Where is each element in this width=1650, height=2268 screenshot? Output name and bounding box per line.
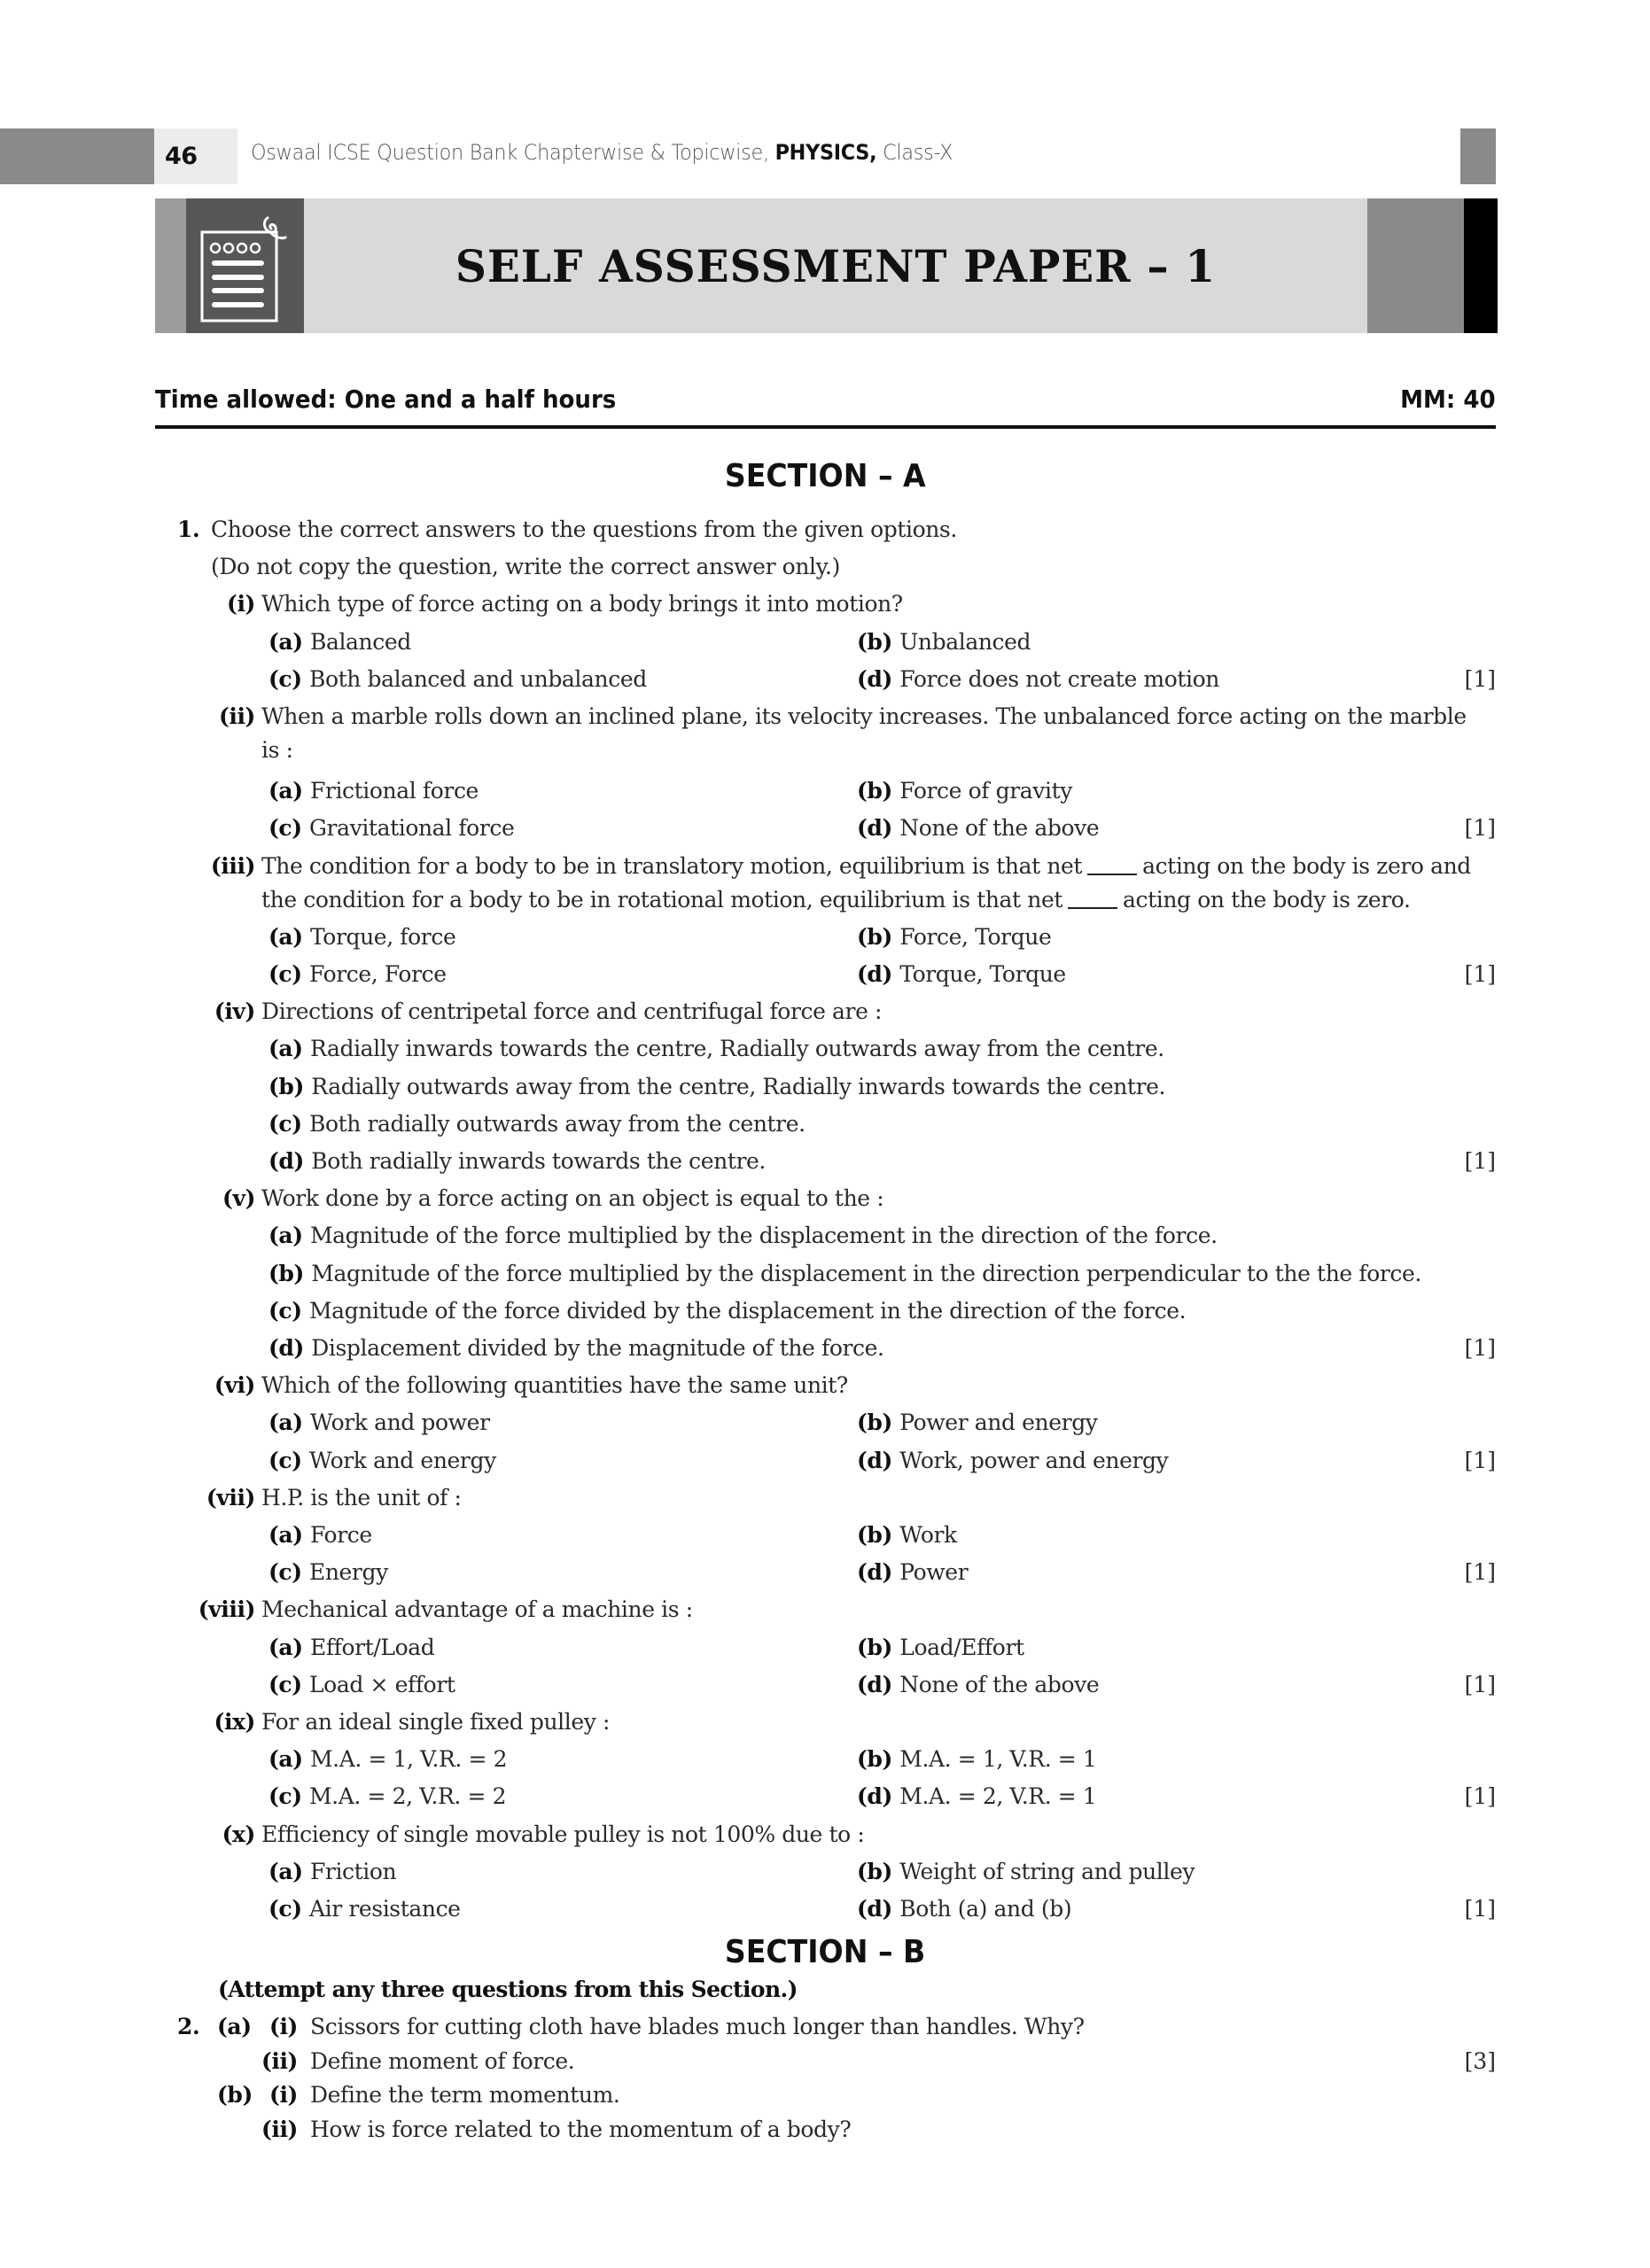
- option-label: (d): [857, 1671, 900, 1697]
- option-item: [269, 1558, 388, 1587]
- option-text: None of the above: [899, 815, 1100, 842]
- option-text: Torque, force: [309, 923, 456, 950]
- option-item: [857, 628, 1031, 656]
- option-label: (a): [269, 1036, 310, 1062]
- part-question-text: [261, 852, 1471, 881]
- option-label: (b): [269, 1073, 312, 1099]
- option-text: Weight of string and pulley: [899, 1858, 1195, 1884]
- part-label: (ix): [214, 1709, 255, 1735]
- part-question-text: [261, 1596, 693, 1624]
- option-label: (d): [857, 1447, 900, 1473]
- option-item: [857, 665, 1219, 694]
- subpart-label: (i): [269, 2014, 298, 2039]
- option-text: Both (a) and (b): [899, 1896, 1072, 1922]
- option-label: (a): [269, 778, 310, 804]
- part-label: (iv): [214, 998, 255, 1025]
- option-label: (b): [857, 923, 900, 950]
- option-item: [269, 1858, 396, 1886]
- option-text: M.A. = 2, V.R. = 2: [308, 1783, 507, 1810]
- max-marks: MM: 40: [1400, 384, 1496, 414]
- part-label: (iii): [210, 852, 255, 879]
- option-item: [269, 777, 479, 805]
- question-1-instruction: [177, 516, 199, 544]
- option-label: (a): [269, 628, 310, 655]
- option-text: Magnitude of the force multiplied by the displacement in the direction of the force.: [309, 1223, 1218, 1249]
- part-question-text: [261, 1371, 848, 1400]
- option-item: [857, 1634, 1024, 1662]
- option-label: (b): [857, 1858, 900, 1884]
- option-text: Radially inwards towards the centre, Radially outwards away from the centre.: [309, 1036, 1164, 1062]
- option-text: Radially outwards away from the centre, Radially inwards towards the centre.: [311, 1073, 1166, 1099]
- option-label: (c): [269, 1671, 309, 1697]
- marks-label: [1]: [1464, 1671, 1496, 1697]
- option-item: [857, 1895, 1071, 1923]
- question-text: is :: [261, 737, 293, 763]
- option-item: [269, 1222, 1218, 1250]
- subpart-label: (ii): [261, 2047, 298, 2074]
- option-item: [269, 1073, 1165, 1101]
- subpart-text: How is force related to the momentum of a body?: [310, 2116, 852, 2142]
- option-text: Load/Effort: [899, 1634, 1024, 1660]
- question-text: Work done by a force acting on an object is equal to the :: [261, 1185, 884, 1212]
- banner-left-strip: [155, 198, 186, 333]
- option-item: [269, 1260, 1421, 1288]
- option-item: [857, 814, 1099, 843]
- option-text: M.A. = 2, V.R. = 1: [899, 1783, 1097, 1810]
- section-a-heading: SECTION – A: [725, 458, 926, 494]
- option-item: [269, 1297, 1186, 1325]
- option-text: Work, power and energy: [899, 1447, 1169, 1473]
- page-number: 46: [165, 143, 198, 170]
- subpart-text: Define the term momentum.: [310, 2082, 620, 2108]
- part-label: (b): [217, 2082, 253, 2108]
- option-item: [269, 1783, 506, 1811]
- option-label: (c): [269, 815, 309, 842]
- option-label: (c): [269, 1559, 309, 1586]
- option-label: (b): [857, 1746, 900, 1773]
- option-label: (b): [857, 1522, 900, 1548]
- part-question-text: [261, 998, 882, 1026]
- meta-divider: [155, 425, 1496, 429]
- option-text: Force, Torque: [899, 923, 1052, 950]
- option-item: [269, 1745, 507, 1774]
- option-item: [269, 1634, 434, 1662]
- option-item: [269, 1447, 496, 1475]
- option-label: (c): [269, 665, 309, 692]
- part-label: (vii): [206, 1484, 255, 1511]
- option-item: [269, 1035, 1164, 1063]
- marks-label: [1]: [1464, 815, 1496, 842]
- option-label: (d): [857, 1559, 900, 1586]
- option-label: (d): [269, 1335, 312, 1361]
- question-text: H.P. is the unit of :: [261, 1484, 462, 1511]
- option-text: Force does not create motion: [899, 665, 1219, 692]
- question-paper-icon: [186, 198, 304, 333]
- option-text: Air resistance: [308, 1896, 461, 1922]
- paper-title: SELF ASSESSMENT PAPER – 1: [455, 239, 1217, 292]
- option-text: Displacement divided by the magnitude of the force.: [311, 1335, 884, 1361]
- option-item: [269, 1521, 372, 1550]
- subject-name: PHYSICS,: [774, 140, 877, 165]
- option-text: Magnitude of the force divided by the displacement in the direction of the force.: [308, 1297, 1187, 1324]
- option-item: [857, 960, 1066, 989]
- option-label: (a): [269, 1746, 310, 1773]
- part-question-text-cont: [261, 886, 1411, 914]
- option-label: (c): [269, 961, 309, 987]
- running-title: [251, 140, 953, 165]
- option-text: Torque, Torque: [899, 961, 1066, 987]
- marks-label: [1]: [1464, 1559, 1496, 1586]
- option-text: Friction: [309, 1858, 397, 1884]
- part-label: (v): [222, 1185, 255, 1212]
- option-text: Work and power: [309, 1410, 490, 1436]
- option-text: Work and energy: [308, 1447, 496, 1473]
- option-text: None of the above: [899, 1671, 1100, 1697]
- marks-label: [1]: [1464, 961, 1496, 987]
- option-item: [857, 777, 1072, 805]
- part-label: (vi): [214, 1372, 255, 1399]
- question-text: Which type of force acting on a body brings it into motion?: [261, 591, 903, 617]
- option-item: [857, 1783, 1096, 1811]
- option-item: [269, 814, 514, 843]
- option-text: Balanced: [309, 628, 411, 655]
- option-item: [857, 923, 1051, 951]
- question-number: 2.: [177, 2014, 200, 2039]
- question-text: The condition for a body to be in translatory motion, equilibrium is that net: [261, 852, 1083, 879]
- option-label: (d): [857, 815, 900, 842]
- option-label: (a): [269, 923, 310, 950]
- subpart-text: Define moment of force.: [310, 2047, 575, 2074]
- option-text: Power: [899, 1559, 969, 1586]
- option-label: (d): [857, 1896, 900, 1922]
- option-label: (a): [269, 1410, 310, 1436]
- question-text: When a marble rolls down an inclined plane, its velocity increases. The unbalanced force acting on the marble: [261, 703, 1467, 729]
- book-title-suffix: Class-X: [876, 140, 953, 165]
- banner-right-black-strip: [1464, 198, 1498, 333]
- part-question-text: [261, 1484, 462, 1512]
- option-text: Force: [309, 1522, 372, 1548]
- marks-label: [1]: [1464, 1447, 1496, 1473]
- header-right-tab: [1460, 128, 1496, 184]
- option-item: [857, 1858, 1195, 1886]
- part-label: (a): [217, 2014, 252, 2039]
- section-b-instruction: (Attempt any three questions from this Section.): [218, 1977, 798, 2002]
- option-label: (d): [857, 1783, 900, 1810]
- option-label: (c): [269, 1783, 309, 1810]
- question-text: the condition for a body to be in rotational motion, equilibrium is that net: [261, 886, 1062, 913]
- option-text: Both radially outwards away from the centre.: [308, 1110, 806, 1137]
- instruction-note: (Do not copy the question, write the correct answer only.): [211, 554, 840, 580]
- question-1-text: [211, 516, 957, 544]
- option-text: Energy: [308, 1559, 388, 1586]
- question-text: Directions of centripetal force and centrifugal force are :: [261, 998, 883, 1025]
- marks-label: [1]: [1464, 1783, 1496, 1810]
- option-text: Load × effort: [308, 1671, 455, 1697]
- part-label: (x): [222, 1821, 255, 1847]
- question-1-note: [211, 553, 840, 581]
- option-text: Work: [899, 1522, 957, 1548]
- option-label: (d): [269, 1148, 312, 1174]
- marks-label: [1]: [1464, 1335, 1496, 1361]
- option-text: Gravitational force: [308, 815, 515, 842]
- paper-meta: [155, 384, 1496, 414]
- option-item: [269, 665, 647, 694]
- option-label: (b): [857, 1410, 900, 1436]
- part-question-text-cont: [261, 736, 293, 765]
- part-label: (viii): [198, 1596, 255, 1623]
- question-number: 1.: [177, 517, 200, 542]
- option-text: Both balanced and unbalanced: [308, 665, 647, 692]
- instruction-text: Choose the correct answers to the questions from the given options.: [211, 517, 957, 542]
- option-label: (b): [269, 1260, 312, 1286]
- option-item: [269, 628, 411, 656]
- option-label: (a): [269, 1522, 310, 1548]
- marks-label: [1]: [1464, 1896, 1496, 1922]
- question-text: Mechanical advantage of a machine is :: [261, 1596, 693, 1623]
- subpart-label: (ii): [261, 2116, 298, 2142]
- part-question-text: [261, 1708, 610, 1736]
- option-label: (c): [269, 1297, 309, 1324]
- option-item: [857, 1521, 957, 1550]
- option-text: Force of gravity: [899, 778, 1072, 804]
- book-title-prefix: Oswaal ICSE Question Bank Chapterwise & Topicwise,: [251, 140, 775, 165]
- option-item: [269, 1671, 455, 1699]
- option-label: (a): [269, 1634, 310, 1660]
- paper-title-banner: [155, 198, 1498, 333]
- option-text: Magnitude of the force multiplied by the displacement in the direction perpendicular to the the force.: [311, 1260, 1421, 1286]
- option-text: Power and energy: [899, 1410, 1098, 1436]
- question-text: acting on the body is zero and: [1142, 852, 1471, 879]
- option-item: [269, 1409, 490, 1437]
- header-left-bar: [0, 128, 154, 184]
- option-item: [269, 1147, 766, 1176]
- option-text: Frictional force: [309, 778, 479, 804]
- option-label: (d): [857, 961, 900, 987]
- subpart-text: Scissors for cutting cloth have blades much longer than handles. Why?: [310, 2014, 1085, 2039]
- marks-label: [3]: [1464, 2047, 1496, 2074]
- option-label: (a): [269, 1858, 310, 1884]
- page-number-box: [154, 128, 237, 184]
- option-item: [269, 1334, 884, 1363]
- option-label: (b): [857, 778, 900, 804]
- option-label: (b): [857, 628, 900, 655]
- part-question-text: [261, 590, 903, 618]
- part-question-text: [261, 703, 1467, 731]
- option-text: Force, Force: [308, 961, 447, 987]
- section-b-heading: SECTION – B: [725, 1934, 926, 1970]
- option-item: [269, 1110, 806, 1138]
- option-label: (b): [857, 1634, 900, 1660]
- option-label: (c): [269, 1110, 309, 1137]
- option-item: [857, 1745, 1096, 1774]
- part-label: (ii): [218, 703, 255, 729]
- option-label: (d): [857, 665, 900, 692]
- option-item: [857, 1671, 1099, 1699]
- fill-blank: [1087, 874, 1137, 875]
- option-item: [857, 1558, 968, 1587]
- option-item: [269, 923, 455, 951]
- fill-blank: [1068, 907, 1117, 909]
- marks-label: [1]: [1464, 1148, 1496, 1174]
- marks-label: [1]: [1464, 665, 1496, 692]
- option-text: Effort/Load: [309, 1634, 435, 1660]
- part-question-text: [261, 1821, 864, 1849]
- option-item: [857, 1447, 1168, 1475]
- part-label: (i): [227, 591, 255, 617]
- subpart-label: (i): [269, 2082, 298, 2108]
- banner-right-strip: [1367, 198, 1464, 333]
- option-text: M.A. = 1, V.R. = 1: [899, 1746, 1097, 1773]
- banner-icon-box: [186, 198, 304, 333]
- option-item: [269, 1895, 461, 1923]
- option-item: [269, 960, 447, 989]
- option-item: [857, 1409, 1098, 1437]
- option-text: M.A. = 1, V.R. = 2: [309, 1746, 508, 1773]
- part-question-text: [261, 1184, 883, 1213]
- question-text: Which of the following quantities have the same unit?: [261, 1372, 848, 1399]
- question-text: Efficiency of single movable pulley is not 100% due to :: [261, 1821, 865, 1847]
- option-label: (c): [269, 1896, 309, 1922]
- question-text: For an ideal single fixed pulley :: [261, 1709, 611, 1735]
- question-text: acting on the body is zero.: [1123, 886, 1411, 913]
- option-text: Both radially inwards towards the centre.: [311, 1148, 766, 1174]
- option-label: (c): [269, 1447, 309, 1473]
- option-label: (a): [269, 1223, 310, 1249]
- option-text: Unbalanced: [899, 628, 1031, 655]
- time-allowed: Time allowed: One and a half hours: [155, 384, 617, 414]
